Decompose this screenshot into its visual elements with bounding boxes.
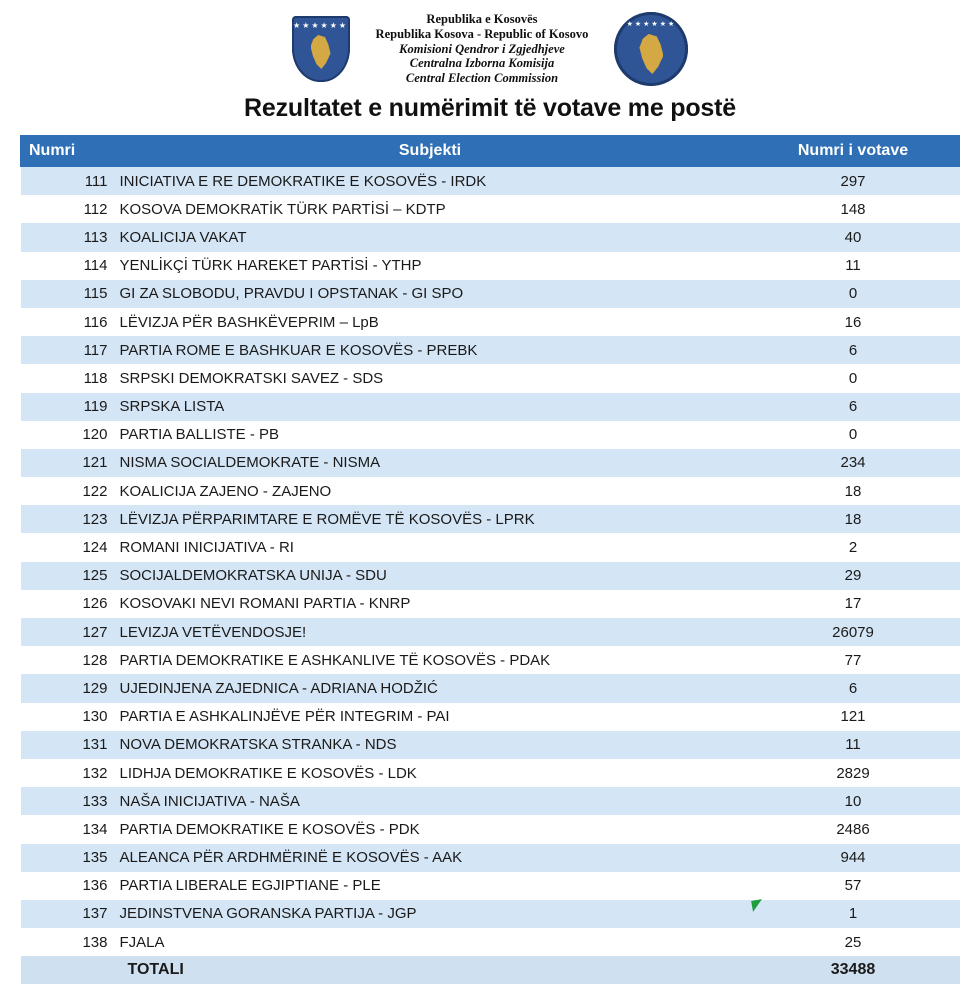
cell-votes: 297 bbox=[747, 167, 960, 196]
table-row bbox=[21, 590, 960, 618]
cell-total-votes: 33488 bbox=[747, 956, 960, 984]
cell-numri: 119 bbox=[21, 393, 114, 421]
institution-line-5: Central Election Commission bbox=[376, 71, 589, 86]
document-header bbox=[0, 0, 980, 88]
table-body bbox=[21, 167, 960, 984]
cell-votes: 944 bbox=[747, 844, 960, 872]
cell-numri: 125 bbox=[21, 562, 114, 590]
table-row bbox=[21, 674, 960, 702]
table-row bbox=[21, 618, 960, 646]
cell-numri: 132 bbox=[21, 759, 114, 787]
cell-votes: 10 bbox=[747, 787, 960, 815]
cell-subjekti: PARTIA DEMOKRATIKE E ASHKANLIVE TË KOSOVËS - PDAK bbox=[114, 646, 747, 674]
column-header-numri-i-votave: Numri i votave bbox=[747, 136, 960, 167]
results-table bbox=[20, 135, 960, 984]
cell-numri: 121 bbox=[21, 449, 114, 477]
institution-titles bbox=[376, 12, 589, 86]
page-title: Rezultatet e numërimit të votave me postë bbox=[0, 94, 980, 123]
cell-subjekti: ROMANI INICIJATIVA - RI bbox=[114, 533, 747, 561]
cell-votes: 234 bbox=[747, 449, 960, 477]
cell-subjekti: SRPSKA LISTA bbox=[114, 393, 747, 421]
column-header-subjekti: Subjekti bbox=[114, 136, 747, 167]
cell-subjekti: NAŠA INICIJATIVA - NAŠA bbox=[114, 787, 747, 815]
results-table-wrap bbox=[0, 135, 980, 984]
cell-numri: 133 bbox=[21, 787, 114, 815]
kosovo-coat-of-arms-icon: ★★★★★★ bbox=[292, 16, 350, 82]
table-row bbox=[21, 477, 960, 505]
cell-subjekti: INICIATIVA E RE DEMOKRATIKE E KOSOVËS - IRDK bbox=[114, 167, 747, 196]
table-row bbox=[21, 336, 960, 364]
cell-subjekti: KOSOVA DEMOKRATİK TÜRK PARTİSİ – KDTP bbox=[114, 195, 747, 223]
cell-subjekti: NOVA DEMOKRATSKA STRANKA - NDS bbox=[114, 731, 747, 759]
cell-numri: 138 bbox=[21, 928, 114, 956]
cell-subjekti: PARTIA DEMOKRATIKE E KOSOVËS - PDK bbox=[114, 815, 747, 843]
table-row bbox=[21, 844, 960, 872]
cell-subjekti: LEVIZJA VETËVENDOSJE! bbox=[114, 618, 747, 646]
table-row bbox=[21, 731, 960, 759]
cell-votes: 6 bbox=[747, 674, 960, 702]
cell-votes: 6 bbox=[747, 336, 960, 364]
cell-numri: 131 bbox=[21, 731, 114, 759]
cell-numri: 118 bbox=[21, 364, 114, 392]
cell-subjekti: PARTIA E ASHKALINJËVE PËR INTEGRIM - PAI bbox=[114, 703, 747, 731]
cell-votes: 2486 bbox=[747, 815, 960, 843]
cell-votes: 57 bbox=[747, 872, 960, 900]
institution-line-4: Centralna Izborna Komisija bbox=[376, 56, 589, 71]
table-row bbox=[21, 195, 960, 223]
cell-numri: 120 bbox=[21, 421, 114, 449]
column-header-numri: Numri bbox=[21, 136, 114, 167]
cell-numri: 129 bbox=[21, 674, 114, 702]
table-row bbox=[21, 928, 960, 956]
table-row bbox=[21, 421, 960, 449]
cell-subjekti: GI ZA SLOBODU, PRAVDU I OPSTANAK - GI SPO bbox=[114, 280, 747, 308]
cell-votes: 6 bbox=[747, 393, 960, 421]
cell-subjekti: ALEANCA PËR ARDHMËRINË E KOSOVËS - AAK bbox=[114, 844, 747, 872]
cell-subjekti: KOALICIJA VAKAT bbox=[114, 223, 747, 251]
table-row bbox=[21, 364, 960, 392]
table-row bbox=[21, 787, 960, 815]
table-header bbox=[21, 136, 960, 167]
table-row bbox=[21, 703, 960, 731]
cell-votes: 0 bbox=[747, 280, 960, 308]
cell-numri: 117 bbox=[21, 336, 114, 364]
cell-numri: 112 bbox=[21, 195, 114, 223]
cell-numri: 127 bbox=[21, 618, 114, 646]
cell-subjekti: FJALA bbox=[114, 928, 747, 956]
cell-votes: 77 bbox=[747, 646, 960, 674]
cell-total-numri bbox=[21, 956, 114, 984]
cell-numri: 111 bbox=[21, 167, 114, 196]
institution-line-3: Komisioni Qendror i Zgjedhjeve bbox=[376, 42, 589, 57]
table-row bbox=[21, 252, 960, 280]
cell-votes: 18 bbox=[747, 505, 960, 533]
cell-votes: 18 bbox=[747, 477, 960, 505]
cell-votes: 29 bbox=[747, 562, 960, 590]
cell-numri: 115 bbox=[21, 280, 114, 308]
table-row bbox=[21, 308, 960, 336]
table-row bbox=[21, 872, 960, 900]
cell-subjekti: UJEDINJENA ZAJEDNICA - ADRIANA HODŽIĆ bbox=[114, 674, 747, 702]
cell-votes: 1 bbox=[747, 900, 960, 928]
kosovo-cec-seal-icon: ★★★★★★ bbox=[614, 12, 688, 86]
table-row bbox=[21, 167, 960, 196]
cell-subjekti: LËVIZJA PËR BASHKËVEPRIM – LpB bbox=[114, 308, 747, 336]
table-header-row bbox=[21, 136, 960, 167]
cell-numri: 137 bbox=[21, 900, 114, 928]
cell-subjekti: KOSOVAKI NEVI ROMANI PARTIA - KNRP bbox=[114, 590, 747, 618]
cell-subjekti: PARTIA ROME E BASHKUAR E KOSOVËS - PREBK bbox=[114, 336, 747, 364]
cell-votes: 0 bbox=[747, 364, 960, 392]
cell-numri: 113 bbox=[21, 223, 114, 251]
cell-votes: 40 bbox=[747, 223, 960, 251]
cell-votes: 2 bbox=[747, 533, 960, 561]
cell-subjekti: PARTIA BALLISTE - PB bbox=[114, 421, 747, 449]
cell-numri: 114 bbox=[21, 252, 114, 280]
cell-subjekti: SRPSKI DEMOKRATSKI SAVEZ - SDS bbox=[114, 364, 747, 392]
table-row bbox=[21, 280, 960, 308]
institution-line-2: Republika Kosova - Republic of Kosovo bbox=[376, 27, 589, 42]
table-row bbox=[21, 900, 960, 928]
cell-votes: 11 bbox=[747, 731, 960, 759]
mouse-cursor-icon bbox=[751, 899, 764, 912]
cell-numri: 128 bbox=[21, 646, 114, 674]
cell-subjekti: SOCIJALDEMOKRATSKA UNIJA - SDU bbox=[114, 562, 747, 590]
table-row bbox=[21, 646, 960, 674]
cell-numri: 134 bbox=[21, 815, 114, 843]
table-row bbox=[21, 505, 960, 533]
cell-subjekti: YENLİKÇİ TÜRK HAREKET PARTİSİ - YTHP bbox=[114, 252, 747, 280]
cell-votes: 11 bbox=[747, 252, 960, 280]
cell-numri: 124 bbox=[21, 533, 114, 561]
table-row bbox=[21, 562, 960, 590]
cell-subjekti: LIDHJA DEMOKRATIKE E KOSOVËS - LDK bbox=[114, 759, 747, 787]
cell-numri: 123 bbox=[21, 505, 114, 533]
cell-numri: 126 bbox=[21, 590, 114, 618]
cell-subjekti: LËVIZJA PËRPARIMTARE E ROMËVE TË KOSOVËS - LPRK bbox=[114, 505, 747, 533]
table-row bbox=[21, 533, 960, 561]
cell-total-label: TOTALI bbox=[114, 956, 747, 984]
cell-subjekti: PARTIA LIBERALE EGJIPTIANE - PLE bbox=[114, 872, 747, 900]
cell-numri: 122 bbox=[21, 477, 114, 505]
cell-votes: 121 bbox=[747, 703, 960, 731]
cell-votes: 25 bbox=[747, 928, 960, 956]
table-row bbox=[21, 223, 960, 251]
table-total-row bbox=[21, 956, 960, 984]
cell-subjekti: KOALICIJA ZAJENO - ZAJENO bbox=[114, 477, 747, 505]
cell-votes: 0 bbox=[747, 421, 960, 449]
cell-numri: 116 bbox=[21, 308, 114, 336]
cell-subjekti: JEDINSTVENA GORANSKA PARTIJA - JGP bbox=[114, 900, 747, 928]
cell-votes: 148 bbox=[747, 195, 960, 223]
table-row bbox=[21, 815, 960, 843]
cell-votes: 17 bbox=[747, 590, 960, 618]
cell-numri: 135 bbox=[21, 844, 114, 872]
cell-numri: 130 bbox=[21, 703, 114, 731]
table-row bbox=[21, 759, 960, 787]
table-row bbox=[21, 449, 960, 477]
cell-votes: 16 bbox=[747, 308, 960, 336]
cell-subjekti: NISMA SOCIALDEMOKRATE - NISMA bbox=[114, 449, 747, 477]
institution-line-1: Republika e Kosovës bbox=[376, 12, 589, 27]
cell-votes: 2829 bbox=[747, 759, 960, 787]
cell-numri: 136 bbox=[21, 872, 114, 900]
table-row bbox=[21, 393, 960, 421]
cell-votes: 26079 bbox=[747, 618, 960, 646]
